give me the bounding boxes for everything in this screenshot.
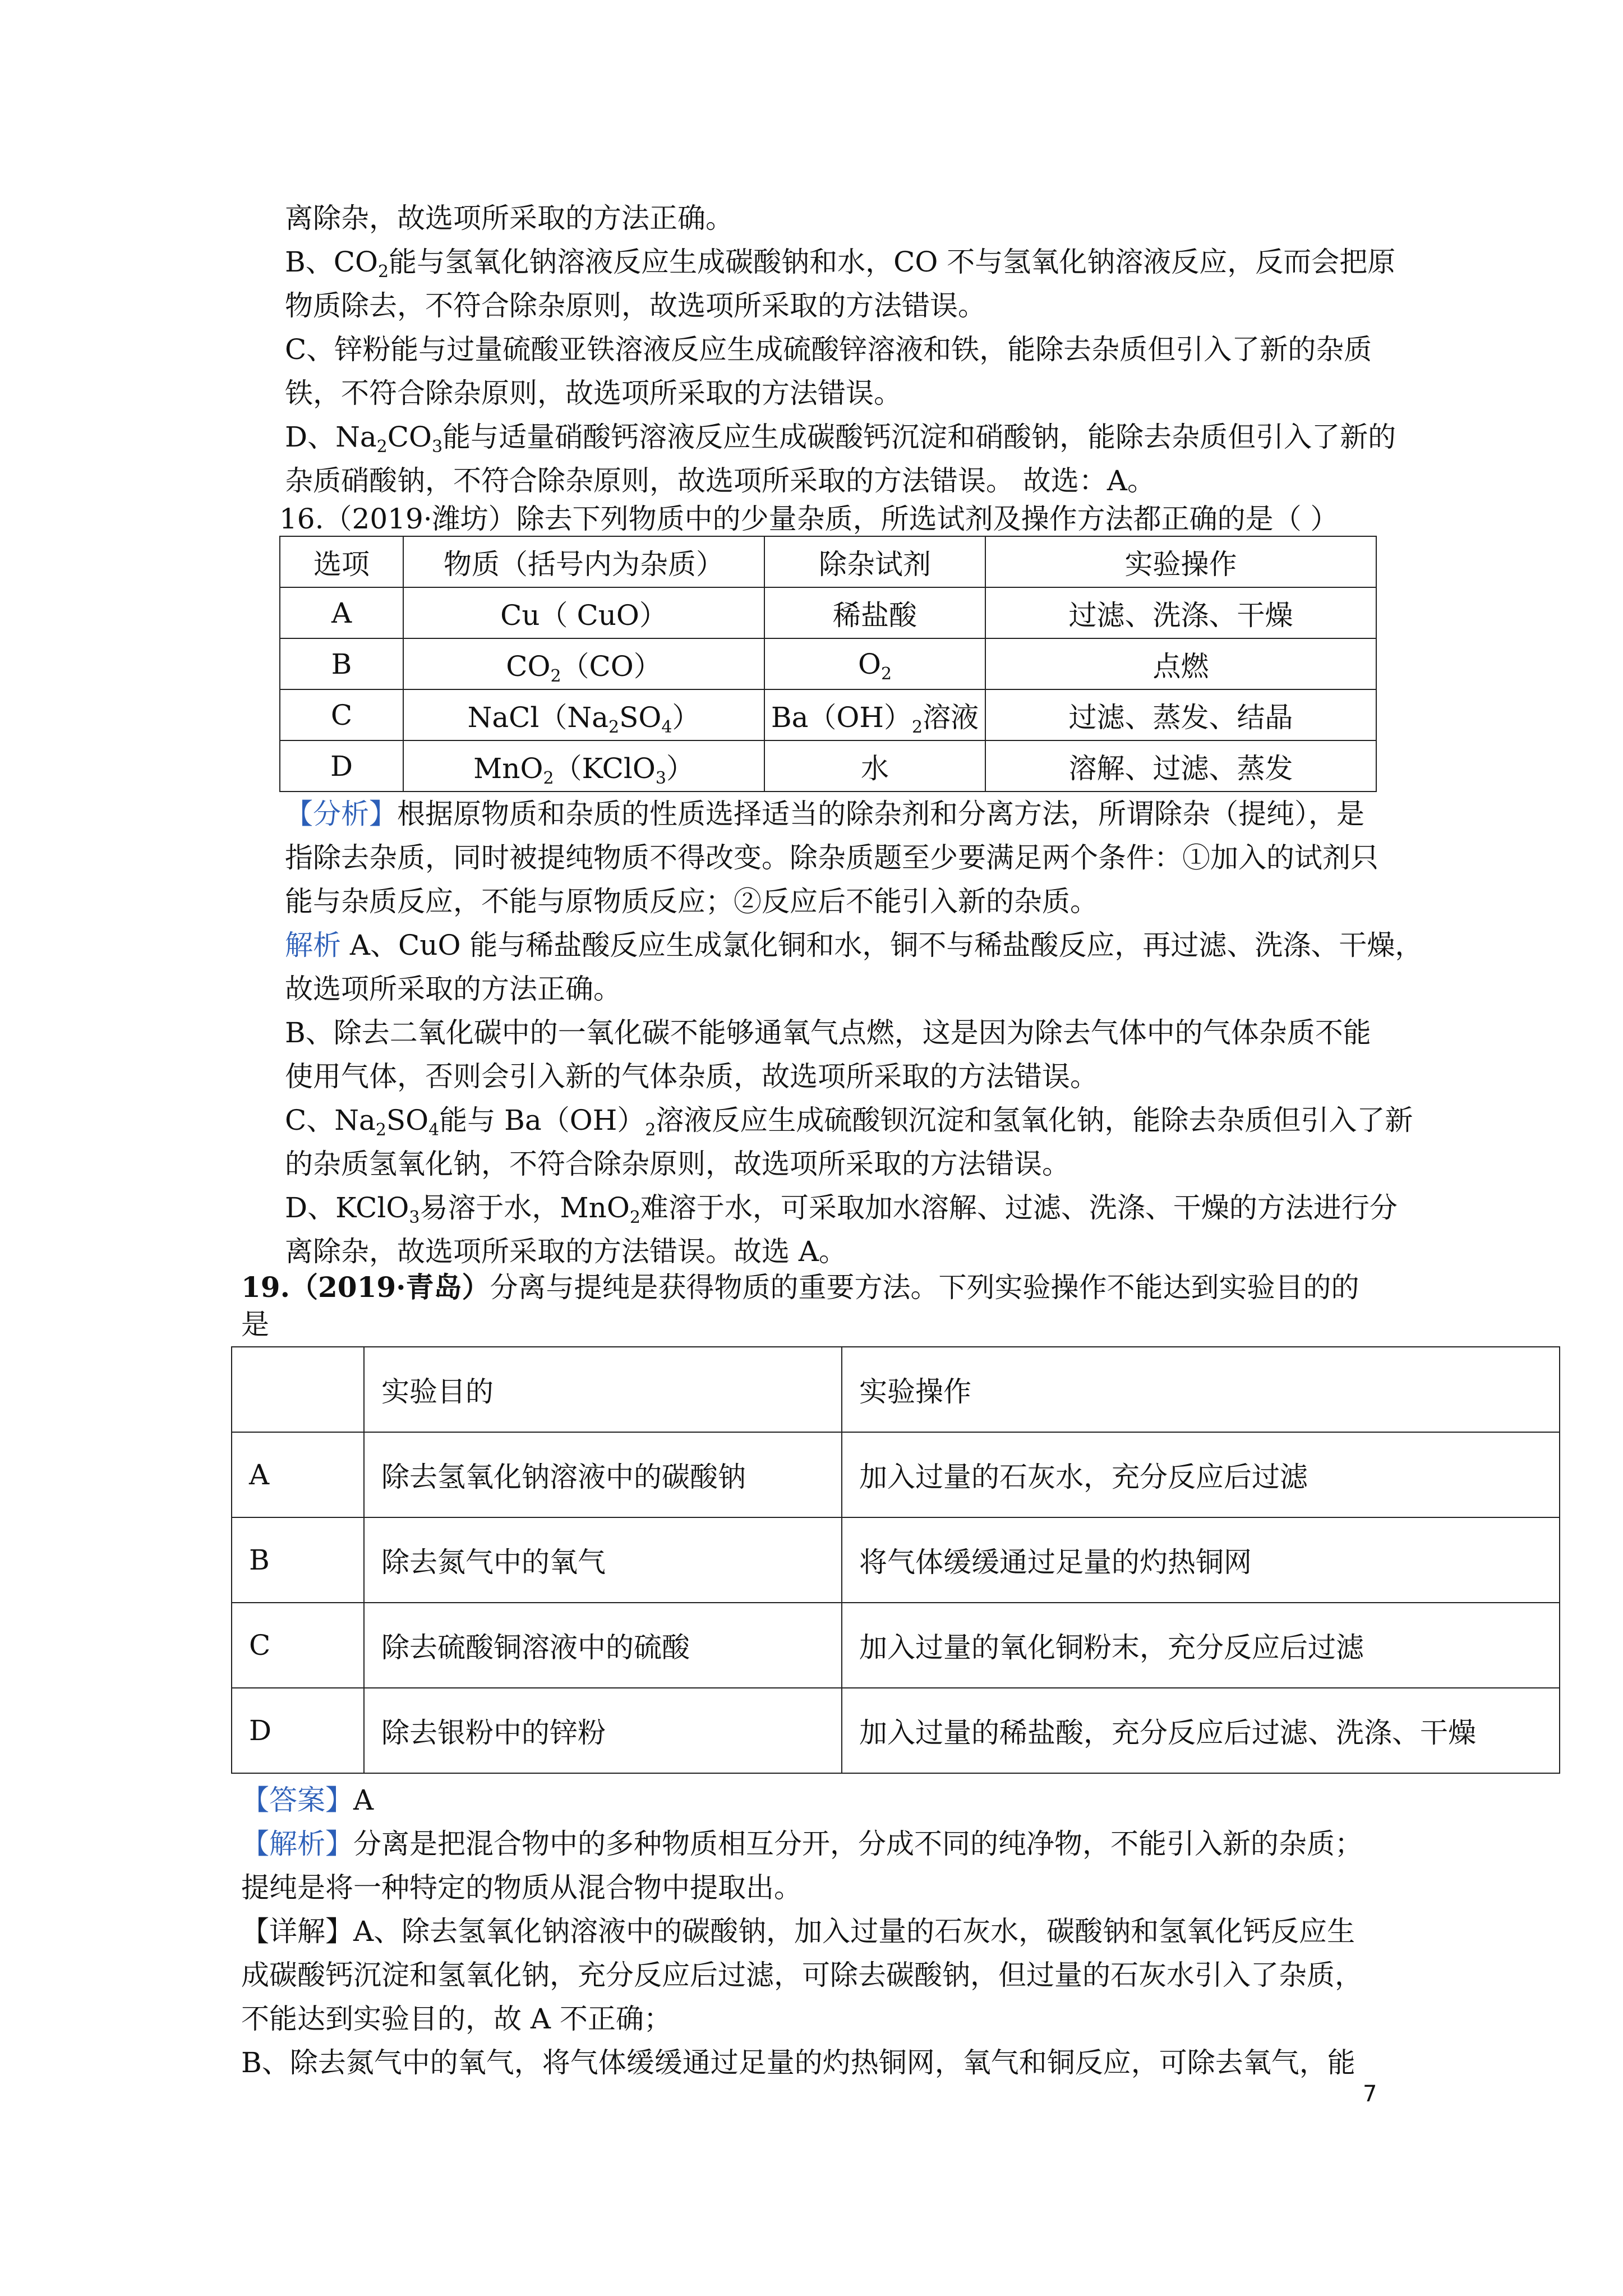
text-line: 离除杂，故选项所采取的方法正确。 <box>285 202 734 234</box>
cell-operation: 点燃 <box>985 638 1376 689</box>
header-cell: 除杂试剂 <box>764 536 985 587</box>
cell-operation: 加入过量的稀盐酸，充分反应后过滤、洗涤、干燥 <box>842 1688 1560 1773</box>
table-row <box>280 740 1376 792</box>
header-cell: 物质（括号内为杂质） <box>403 536 764 587</box>
table-row <box>280 689 1376 740</box>
table-row <box>280 638 1376 689</box>
text-line: 物质除去，不符合除杂原则，故选项所采取的方法错误。 <box>285 289 986 322</box>
cell-option: B <box>280 638 403 689</box>
header-cell: 实验目的 <box>364 1347 842 1432</box>
cell-purpose: 除去硫酸铜溶液中的硫酸 <box>364 1603 842 1688</box>
text-line: B、$CO_2$能与氢氧化钠溶液反应生成碳酸钠和水，CO 不与氢氧化钠溶液反应，反而会把原 <box>285 246 1396 282</box>
cell-reagent: 水 <box>764 740 985 792</box>
text-line: 使用气体，否则会引入新的气体杂质，故选项所采取的方法错误。 <box>285 1060 1098 1093</box>
cell-reagent: $O_2$ <box>764 638 985 689</box>
cell-reagent: $Ba(OH)_2$溶液 <box>764 689 985 740</box>
analysis-label: 【解析】 <box>241 1828 353 1860</box>
cell-substance: MnO$_2$（KClO$_3$） <box>403 740 764 792</box>
cell-option: D <box>232 1688 364 1773</box>
answer-line: 【答案】A <box>241 1784 374 1816</box>
text-line: 离除杂，故选项所采取的方法错误。故选 A。 <box>285 1235 847 1268</box>
cell-substance: $NaCl(Na_2SO_4)$ <box>403 689 764 740</box>
text-line: 指除去杂质，同时被提纯物质不得改变。除杂质题至少要满足两个条件：①加入的试剂只 <box>285 841 1378 874</box>
cell-option: C <box>232 1603 364 1688</box>
text-line: D、KClO$_3$易溶于水，MnO$_2$难溶于水，可采取加水溶解、过滤、洗涤、干燥的方法进行分 <box>285 1191 1398 1227</box>
explanation-line: 解析 A、CuO 能与稀盐酸反应生成氯化铜和水，铜不与稀盐酸反应，再过滤、洗涤、干燥， <box>285 929 1423 961</box>
table-row <box>232 1517 1560 1603</box>
text-line: 【详解】A、除去氢氧化钠溶液中的碳酸钠，加入过量的石灰水，碳酸钠和氢氧化钙反应生 <box>241 1915 1355 1948</box>
analysis-label: 【分析】 <box>285 798 397 830</box>
table-row <box>232 1603 1560 1688</box>
header-cell <box>232 1347 364 1432</box>
cell-operation: 溶解、过滤、蒸发 <box>985 740 1376 792</box>
text-line: 不能达到实验目的，故 A 不正确； <box>241 2003 672 2035</box>
table-question-19 <box>231 1346 1560 1774</box>
cell-purpose: 除去银粉中的锌粉 <box>364 1688 842 1773</box>
cell-operation: 加入过量的石灰水，充分反应后过滤 <box>842 1432 1560 1517</box>
cell-option: C <box>280 689 403 740</box>
header-cell: 实验操作 <box>842 1347 1560 1432</box>
text-line: 的杂质氢氧化钠，不符合除杂原则，故选项所采取的方法错误。 <box>285 1148 1070 1180</box>
cell-option: D <box>280 740 403 792</box>
explanation-label: 解析 <box>285 929 341 961</box>
text-line: 成碳酸钙沉淀和氢氧化钠，充分反应后过滤，可除去碳酸钠，但过量的石灰水引入了杂质， <box>241 1959 1363 1991</box>
cell-substance: Cu（ CuO） <box>403 587 764 638</box>
cell-operation: 过滤、洗涤、干燥 <box>985 587 1376 638</box>
analysis-line: 【解析】分离是把混合物中的多种物质相互分开，分成不同的纯净物，不能引入新的杂质； <box>241 1828 1363 1860</box>
table-header-row <box>232 1347 1560 1432</box>
text-line: 能与杂质反应，不能与原物质反应；②反应后不能引入新的杂质。 <box>285 885 1098 918</box>
question-16: 16.（2019·潍坊）除去下列物质中的少量杂质，所选试剂及操作方法都正确的是（ ） <box>279 503 1339 535</box>
cell-substance: $CO_2(CO)$ <box>403 638 764 689</box>
cell-operation: 将气体缓缓通过足量的灼热铜网 <box>842 1517 1560 1603</box>
answer-label: 【答案】 <box>241 1784 353 1816</box>
cell-operation: 过滤、蒸发、结晶 <box>985 689 1376 740</box>
cell-purpose: 除去氢氧化钠溶液中的碳酸钠 <box>364 1432 842 1517</box>
table-row <box>232 1432 1560 1517</box>
text-line: C、锌粉能与过量硫酸亚铁溶液反应生成硫酸锌溶液和铁，能除去杂质但引入了新的杂质 <box>285 333 1372 366</box>
table-header-row <box>280 536 1376 587</box>
text-line: B、除去二氧化碳中的一氧化碳不能够通氧气点燃，这是因为除去气体中的气体杂质不能 <box>285 1016 1371 1049</box>
table-row <box>232 1688 1560 1773</box>
text-line: 铁，不符合除杂原则，故选项所采取的方法错误。 <box>285 377 902 409</box>
text-line: 故选项所采取的方法正确。 <box>285 973 621 1005</box>
header-cell: 选项 <box>280 536 403 587</box>
cell-operation: 加入过量的氧化铜粉末，充分反应后过滤 <box>842 1603 1560 1688</box>
text-line: 杂质硝酸钠，不符合除杂原则，故选项所采取的方法错误。 故选：A。 <box>285 464 1156 497</box>
cell-option: A <box>280 587 403 638</box>
text-line: B、除去氮气中的氧气，将气体缓缓通过足量的灼热铜网，氧气和铜反应，可除去氧气，能 <box>241 2046 1355 2079</box>
text-line: C、$Na_2SO_4$能与 $Ba(OH)_2$溶液反应生成硫酸钡沉淀和氢氧化钠，能除去杂质但引入了新 <box>285 1104 1413 1140</box>
cell-reagent: 稀盐酸 <box>764 587 985 638</box>
text-line: 提纯是将一种特定的物质从混合物中提取出。 <box>241 1871 802 1904</box>
cell-option: A <box>232 1432 364 1517</box>
cell-purpose: 除去氮气中的氧气 <box>364 1517 842 1603</box>
analysis-line: 【分析】根据原物质和杂质的性质选择适当的除杂剂和分离方法，所谓除杂（提纯），是 <box>285 798 1364 830</box>
table-row <box>280 587 1376 638</box>
text-line: D、$Na_2CO_3$能与适量硝酸钙溶液反应生成碳酸钙沉淀和硝酸钠，能除去杂质但引入了新的 <box>285 421 1396 457</box>
text-line: 是 <box>241 1308 269 1341</box>
header-cell: 实验操作 <box>985 536 1376 587</box>
cell-option: B <box>232 1517 364 1603</box>
question-19: 19.（2019·青岛）分离与提纯是获得物质的重要方法。下列实验操作不能达到实验目的的 <box>241 1271 1359 1304</box>
table-question-16 <box>279 536 1377 792</box>
page-number: 7 <box>1363 2081 1377 2107</box>
